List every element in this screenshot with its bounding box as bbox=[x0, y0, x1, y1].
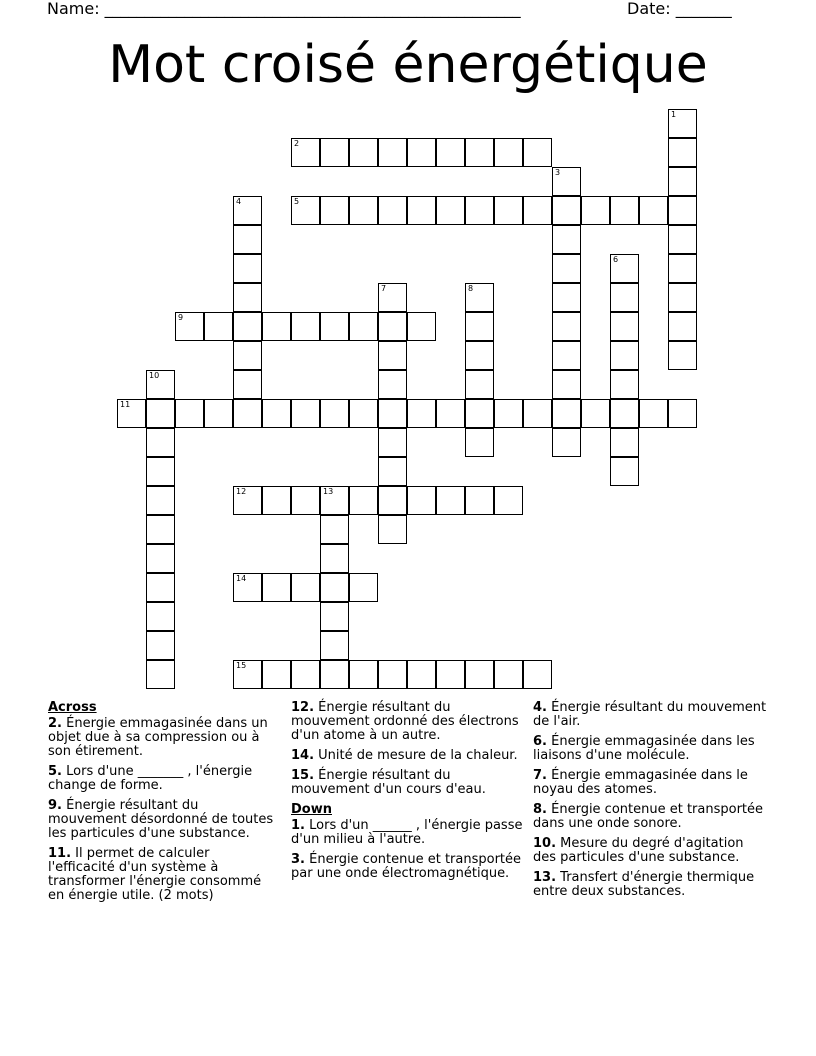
clue-down-3: 3. Énergie contenue et transportée par une onde électromagnétique. bbox=[291, 852, 522, 881]
clue-down-7: 7. Énergie emmagasinée dans le noyau des atomes. bbox=[533, 768, 748, 797]
grid-cell[interactable] bbox=[349, 312, 378, 341]
grid-cell[interactable] bbox=[320, 602, 349, 631]
grid-cell[interactable] bbox=[117, 399, 146, 428]
grid-cell[interactable] bbox=[146, 457, 175, 486]
grid-cell[interactable] bbox=[146, 370, 175, 399]
cell-number: 3 bbox=[555, 168, 561, 177]
grid-cell[interactable] bbox=[262, 660, 291, 689]
grid-cell[interactable] bbox=[668, 109, 697, 138]
grid-cell[interactable] bbox=[552, 428, 581, 457]
grid-cell[interactable] bbox=[494, 196, 523, 225]
grid-cell[interactable] bbox=[349, 573, 378, 602]
grid-cell[interactable] bbox=[233, 341, 262, 370]
grid-cell[interactable] bbox=[204, 312, 233, 341]
grid-cell[interactable] bbox=[436, 486, 465, 515]
cell-number: 14 bbox=[236, 574, 247, 583]
grid-cell[interactable] bbox=[378, 138, 407, 167]
clue-across-14: 14. Unité de mesure de la chaleur. bbox=[291, 748, 518, 763]
grid-cell[interactable] bbox=[581, 399, 610, 428]
grid-cell[interactable] bbox=[523, 399, 552, 428]
grid-cell[interactable] bbox=[320, 544, 349, 573]
grid-cell[interactable] bbox=[552, 167, 581, 196]
grid-cell[interactable] bbox=[552, 312, 581, 341]
grid-cell[interactable] bbox=[320, 138, 349, 167]
clue-across-15: 15. Énergie résultant du mouvement d'un cours d'eau. bbox=[291, 768, 486, 797]
across-heading: Across bbox=[48, 700, 97, 715]
clue-across-11: 11. Il permet de calculer l'efficacité d'un système à transformer l'énergie consommé en énergie utile. (2 mots) bbox=[48, 846, 262, 903]
grid-cell[interactable] bbox=[233, 399, 262, 428]
grid-cell[interactable] bbox=[146, 660, 175, 689]
cell-number: 8 bbox=[468, 284, 474, 293]
cell-number: 2 bbox=[294, 139, 300, 148]
grid-cell[interactable] bbox=[407, 196, 436, 225]
grid-cell[interactable] bbox=[465, 428, 494, 457]
cell-number: 1 bbox=[671, 110, 677, 119]
grid-cell[interactable] bbox=[378, 486, 407, 515]
grid-cell[interactable] bbox=[378, 283, 407, 312]
grid-cell[interactable] bbox=[233, 573, 262, 602]
grid-cell[interactable] bbox=[320, 631, 349, 660]
grid-cell[interactable] bbox=[146, 573, 175, 602]
date-field-line: Date: _______ bbox=[627, 0, 732, 18]
grid-cell[interactable] bbox=[291, 196, 320, 225]
clue-down-10: 10. Mesure du degré d'agitation des particules d'une substance. bbox=[533, 836, 744, 865]
grid-cell[interactable] bbox=[436, 138, 465, 167]
grid-cell[interactable] bbox=[291, 399, 320, 428]
cell-number: 15 bbox=[236, 661, 247, 670]
grid-cell[interactable] bbox=[320, 312, 349, 341]
grid-cell[interactable] bbox=[494, 660, 523, 689]
grid-cell[interactable] bbox=[291, 138, 320, 167]
grid-cell[interactable] bbox=[465, 196, 494, 225]
page-title: Mot croisé énergétique bbox=[108, 35, 708, 95]
grid-cell[interactable] bbox=[320, 399, 349, 428]
cell-number: 10 bbox=[149, 371, 160, 380]
grid-cell[interactable] bbox=[610, 370, 639, 399]
grid-cell[interactable] bbox=[233, 283, 262, 312]
grid-cell[interactable] bbox=[639, 196, 668, 225]
down-heading: Down bbox=[291, 802, 332, 817]
grid-cell[interactable] bbox=[465, 312, 494, 341]
grid-cell[interactable] bbox=[233, 660, 262, 689]
grid-cell[interactable] bbox=[204, 399, 233, 428]
grid-cell[interactable] bbox=[233, 370, 262, 399]
grid-cell[interactable] bbox=[668, 254, 697, 283]
grid-cell[interactable] bbox=[320, 515, 349, 544]
grid-cell[interactable] bbox=[494, 138, 523, 167]
grid-cell[interactable] bbox=[233, 486, 262, 515]
cell-number: 5 bbox=[294, 197, 300, 206]
grid-cell[interactable] bbox=[639, 399, 668, 428]
clue-across-12: 12. Énergie résultant du mouvement ordonné des électrons d'un atome à un autre. bbox=[291, 700, 519, 743]
grid-cell[interactable] bbox=[610, 457, 639, 486]
cell-number: 6 bbox=[613, 255, 619, 264]
grid-cell[interactable] bbox=[291, 660, 320, 689]
grid-cell[interactable] bbox=[610, 196, 639, 225]
clue-down-13: 13. Transfert d'énergie thermique entre deux substances. bbox=[533, 870, 755, 899]
grid-cell[interactable] bbox=[407, 660, 436, 689]
grid-cell[interactable] bbox=[378, 196, 407, 225]
grid-cell[interactable] bbox=[465, 283, 494, 312]
grid-cell[interactable] bbox=[668, 341, 697, 370]
clue-across-2: 2. Énergie emmagasinée dans un objet due à sa compression ou à son étirement. bbox=[48, 716, 268, 759]
grid-cell[interactable] bbox=[610, 283, 639, 312]
grid-cell[interactable] bbox=[552, 254, 581, 283]
grid-cell[interactable] bbox=[349, 660, 378, 689]
grid-cell[interactable] bbox=[407, 312, 436, 341]
grid-cell[interactable] bbox=[146, 399, 175, 428]
grid-cell[interactable] bbox=[146, 631, 175, 660]
grid-cell[interactable] bbox=[668, 167, 697, 196]
clue-down-1: 1. Lors d'un ______ , l'énergie passe d'un milieu à l'autre. bbox=[291, 818, 523, 847]
clue-across-9: 9. Énergie résultant du mouvement désordonné de toutes les particules d'une substance. bbox=[48, 798, 274, 841]
grid-cell[interactable] bbox=[436, 399, 465, 428]
grid-cell[interactable] bbox=[146, 602, 175, 631]
grid-cell[interactable] bbox=[349, 399, 378, 428]
grid-cell[interactable] bbox=[668, 283, 697, 312]
grid-cell[interactable] bbox=[610, 428, 639, 457]
grid-cell[interactable] bbox=[146, 544, 175, 573]
grid-cell[interactable] bbox=[668, 196, 697, 225]
grid-cell[interactable] bbox=[262, 573, 291, 602]
grid-cell[interactable] bbox=[320, 486, 349, 515]
grid-cell[interactable] bbox=[146, 428, 175, 457]
grid-cell[interactable] bbox=[233, 312, 262, 341]
grid-cell[interactable] bbox=[175, 312, 204, 341]
grid-cell[interactable] bbox=[494, 399, 523, 428]
grid-cell[interactable] bbox=[668, 399, 697, 428]
clues-column-3 bbox=[533, 701, 768, 905]
grid-cell[interactable] bbox=[436, 196, 465, 225]
grid-cell[interactable] bbox=[146, 486, 175, 515]
cell-number: 4 bbox=[236, 197, 242, 206]
grid-cell[interactable] bbox=[407, 486, 436, 515]
grid-cell[interactable] bbox=[407, 399, 436, 428]
grid-cell[interactable] bbox=[465, 399, 494, 428]
grid-cell[interactable] bbox=[262, 399, 291, 428]
grid-cell[interactable] bbox=[378, 399, 407, 428]
grid-cell[interactable] bbox=[552, 341, 581, 370]
grid-cell[interactable] bbox=[320, 573, 349, 602]
grid-cell[interactable] bbox=[378, 515, 407, 544]
grid-cell[interactable] bbox=[465, 660, 494, 689]
grid-cell[interactable] bbox=[552, 399, 581, 428]
clue-down-4: 4. Énergie résultant du mouvement de l'air. bbox=[533, 700, 767, 729]
grid-cell[interactable] bbox=[494, 486, 523, 515]
grid-cell[interactable] bbox=[436, 660, 465, 689]
clues-column-1 bbox=[48, 701, 280, 909]
cell-number: 7 bbox=[381, 284, 387, 293]
grid-cell[interactable] bbox=[233, 225, 262, 254]
grid-cell[interactable] bbox=[349, 138, 378, 167]
grid-cell[interactable] bbox=[407, 138, 436, 167]
grid-cell[interactable] bbox=[610, 399, 639, 428]
grid-cell[interactable] bbox=[291, 573, 320, 602]
grid-cell[interactable] bbox=[552, 196, 581, 225]
clues-column-2 bbox=[291, 701, 523, 887]
cell-number: 11 bbox=[120, 400, 131, 409]
grid-cell[interactable] bbox=[610, 341, 639, 370]
cell-number: 12 bbox=[236, 487, 247, 496]
cell-number: 9 bbox=[178, 313, 184, 322]
grid-cell[interactable] bbox=[262, 312, 291, 341]
grid-cell[interactable] bbox=[378, 660, 407, 689]
grid-cell[interactable] bbox=[523, 138, 552, 167]
grid-cell[interactable] bbox=[349, 486, 378, 515]
grid-cell[interactable] bbox=[233, 254, 262, 283]
grid-cell[interactable] bbox=[465, 370, 494, 399]
grid-cell[interactable] bbox=[552, 283, 581, 312]
grid-cell[interactable] bbox=[378, 341, 407, 370]
grid-cell[interactable] bbox=[610, 254, 639, 283]
grid-cell[interactable] bbox=[378, 457, 407, 486]
name-field-line: Name: ____________________________________________________ bbox=[47, 0, 521, 18]
grid-cell[interactable] bbox=[523, 660, 552, 689]
grid-cell[interactable] bbox=[320, 196, 349, 225]
grid-cell[interactable] bbox=[378, 370, 407, 399]
grid-cell[interactable] bbox=[523, 196, 552, 225]
grid-cell[interactable] bbox=[262, 486, 291, 515]
grid-cell[interactable] bbox=[465, 486, 494, 515]
grid-cell[interactable] bbox=[146, 515, 175, 544]
cell-number: 13 bbox=[323, 487, 334, 496]
grid-cell[interactable] bbox=[175, 399, 204, 428]
grid-cell[interactable] bbox=[320, 660, 349, 689]
clue-across-5: 5. Lors d'une _______ , l'énergie change de forme. bbox=[48, 764, 253, 793]
grid-cell[interactable] bbox=[668, 225, 697, 254]
grid-cell[interactable] bbox=[465, 341, 494, 370]
grid-cell[interactable] bbox=[610, 312, 639, 341]
grid-cell[interactable] bbox=[291, 486, 320, 515]
grid-cell[interactable] bbox=[233, 196, 262, 225]
grid-cell[interactable] bbox=[349, 196, 378, 225]
grid-cell[interactable] bbox=[291, 312, 320, 341]
clue-down-6: 6. Énergie emmagasinée dans les liaisons d'une molécule. bbox=[533, 734, 755, 763]
grid-cell[interactable] bbox=[465, 138, 494, 167]
grid-cell[interactable] bbox=[581, 196, 610, 225]
grid-cell[interactable] bbox=[378, 428, 407, 457]
clue-down-8: 8. Énergie contenue et transportée dans une onde sonore. bbox=[533, 802, 764, 831]
grid-cell[interactable] bbox=[668, 312, 697, 341]
grid-cell[interactable] bbox=[552, 225, 581, 254]
grid-cell[interactable] bbox=[668, 138, 697, 167]
grid-cell[interactable] bbox=[552, 370, 581, 399]
grid-cell[interactable] bbox=[378, 312, 407, 341]
